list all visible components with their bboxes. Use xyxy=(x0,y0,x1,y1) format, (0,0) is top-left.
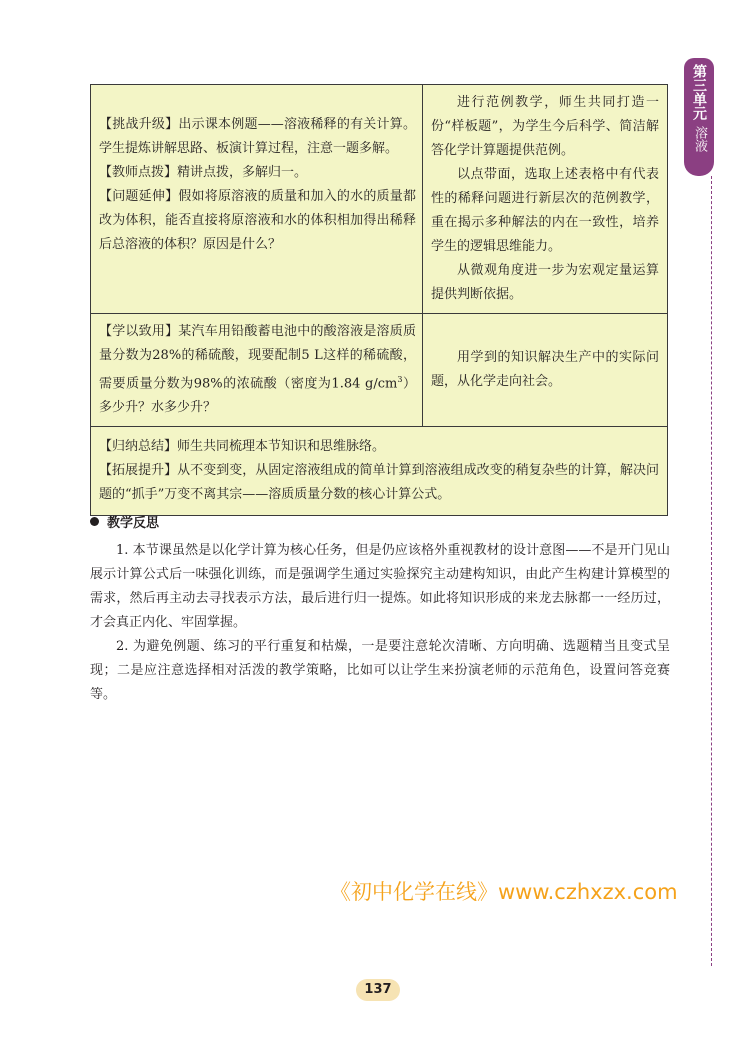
table-row xyxy=(91,314,667,427)
teaching-reflection xyxy=(90,512,670,707)
margin-dashed-line xyxy=(711,176,712,966)
intent-cell xyxy=(423,314,667,426)
site-watermark: 《初中化学在线》www.czhxzx.com xyxy=(330,880,678,904)
intent-text: 以点带面，选取上述表格中有代表性的稀释问题进行新层次的范例教学，重在揭示多种解法的内在一致性，培养学生的逻辑思维能力。 xyxy=(431,167,659,254)
problem-main: 【学以致用】某汽车用铅酸蓄电池中的酸溶液是溶质质量分数为28%的稀硫酸，现要配制5 L这样的稀硫酸，需要质量分数为98%的浓硫酸（密度为1.84 g/cm xyxy=(99,324,416,392)
lesson-table xyxy=(90,84,668,516)
unit-side-tab xyxy=(684,58,714,176)
activity-cell xyxy=(91,314,423,426)
problem-superscript: 3 xyxy=(397,375,403,384)
expansion-text: 【拓展提升】从不变到变，从固定溶液组成的简单计算到溶液组成改变的稍复杂些的计算，解决问题的“抓手”万变不离其宗——溶质质量分数的核心计算公式。 xyxy=(99,463,659,503)
teacher-tip-text: 【教师点拨】精讲点拨，多解归一。 xyxy=(99,165,308,180)
extension-question-text: 【问题延伸】假如将原溶液的质量和加入的水的质量都改为体积，能否直接将原溶液和水的体积相加得出稀释后总溶液的体积？原因是什么？ xyxy=(99,189,416,252)
application-problem-text xyxy=(99,320,416,420)
unit-topic: 溶液 xyxy=(692,126,707,152)
intent-text: 进行范例教学，师生共同打造一份“样板题”，为学生今后科学、简洁解答化学计算题提供范例。 xyxy=(431,95,659,158)
intent-cell xyxy=(423,85,667,313)
activity-cell xyxy=(91,85,423,313)
table-row xyxy=(91,427,667,515)
bullet-icon xyxy=(90,517,99,526)
reflection-paragraph: 1. 本节课虽然是以化学计算为核心任务，但是仍应该格外重视教材的设计意图——不是开门见山展示计算公式后一味强化训练，而是强调学生通过实验探究主动建构知识，由此产生构建计算模型的需求，然后再主动去寻找表示方法，最后进行归一提炼。如此将知识形成的来龙去脉都一一经历过，才会真正内化、牢固掌握。 xyxy=(90,543,670,630)
summary-text: 【归纳总结】师生共同梳理本节知识和思维脉络。 xyxy=(99,439,386,455)
reflection-paragraph: 2. 为避免例题、练习的平行重复和枯燥，一是要注意轮次清晰、方向明确、选题精当且变式呈现；二是应注意选择相对活泼的教学策略，比如可以让学生来扮演老师的示范角色，设置问答竞赛等。 xyxy=(90,639,670,702)
summary-cell xyxy=(91,427,667,515)
section-title: 教学反思 xyxy=(107,516,160,531)
problem-tail: ）多少升？水多少升？ xyxy=(99,376,416,416)
section-heading xyxy=(90,512,670,531)
table-row xyxy=(91,85,667,314)
intent-text: 用学到的知识解决生产中的实际问题，从化学走向社会。 xyxy=(431,350,659,390)
challenge-text: 【挑战升级】出示课本例题——溶液稀释的有关计算。学生提炼讲解思路、板演计算过程，注意一题多解。 xyxy=(99,117,416,156)
intent-text: 从微观角度进一步为宏观定量运算提供判断依据。 xyxy=(431,263,659,302)
unit-title: 第三单元 xyxy=(691,64,707,120)
page-number: 137 xyxy=(356,979,400,1001)
